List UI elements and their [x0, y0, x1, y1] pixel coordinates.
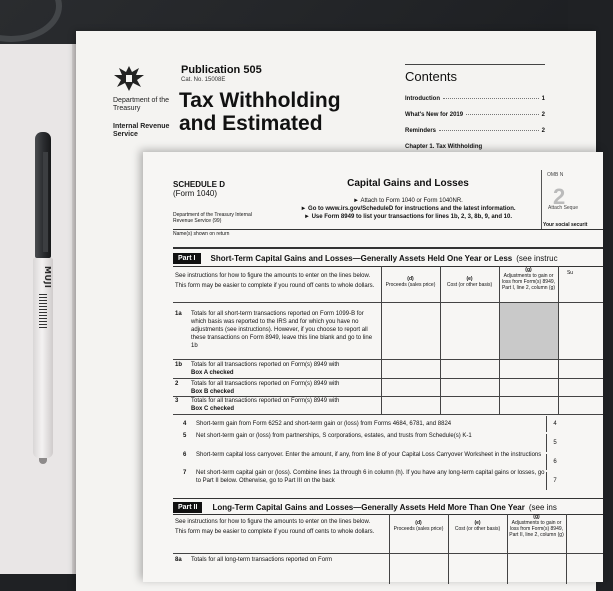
toc-entry: Introduction 1	[405, 96, 545, 102]
line-4: 4 Short-term gain from Form 6252 and short-term gain or (loss) from Forms 4684, 6781, and 8824	[183, 421, 452, 427]
part-1-badge: Part I	[173, 253, 201, 264]
part-1-header	[173, 252, 613, 264]
line-7-box: 7	[546, 472, 563, 490]
p2-col-g-header: (g) Adjustments to gain or loss from Form(s) 8949, Part II, line 2, column (g)	[509, 514, 564, 538]
line-6: 6 Short-term capital loss carryover. Enter the amount, if any, from line 8 of your Capital Loss Carryover Worksheet in the instructions	[183, 452, 542, 458]
p2-col-h-divider	[566, 514, 567, 584]
part-1-title: Short-Term Capital Gains and Losses—Generally Assets Held One Year or Less	[210, 253, 513, 263]
p2-col-g-divider	[507, 514, 508, 584]
table-of-contents	[405, 91, 545, 155]
tax-year: 2	[553, 184, 566, 209]
attachment-sequence: Attach Seque	[548, 205, 579, 211]
schedule-form: (Form 1040)	[173, 189, 218, 198]
part-2-note: (see ins	[528, 502, 557, 512]
toc-entry: Chapter 1. Tax Withholding	[405, 144, 483, 150]
name-shown-label: Name(s) shown on return	[173, 231, 230, 237]
schedule-id	[173, 180, 253, 198]
part-1-note: (see instruc	[516, 253, 558, 263]
omb-box	[541, 170, 604, 230]
toc-entry: Reminders 2	[405, 128, 545, 134]
pen-cap	[35, 132, 51, 258]
line-2: 2 Totals for all transactions reported on Form(s) 8949 with Box B checked	[175, 381, 340, 395]
p2-col-e-header: (e) Cost (or other basis)	[454, 520, 501, 532]
department-label: Department of the Treasury	[113, 97, 170, 112]
schedule-d-form	[143, 152, 603, 582]
line-7: 7 Net short-term capital gain or (loss). Combine lines 1a through 6 in column (h). If you have any long-term capital gains or losses, go to Part II below. Otherwise, go to Part III on the back	[183, 470, 545, 484]
catalog-number: Cat. No. 15008E	[181, 77, 226, 83]
omb-label: OMB N	[547, 172, 564, 178]
col-e-divider	[440, 266, 441, 414]
part-2-badge: Part II	[173, 502, 202, 513]
col-g-header: (g) Adjustments to gain or loss from Form(s) 8949, Part I, line 2, column (g)	[501, 267, 556, 291]
schedule-name: SCHEDULE D	[173, 180, 226, 189]
p2-col-d-divider	[389, 514, 390, 584]
col-h-header: Su	[566, 270, 574, 276]
contents-heading: Contents	[405, 69, 458, 84]
schedule-department: Department of the Treasury Internal Revenue Service (99)	[173, 212, 252, 224]
table-rule	[173, 378, 603, 379]
gel-pen	[32, 132, 54, 462]
shaded-cell	[500, 303, 558, 359]
line-3: 3 Totals for all transactions reported on Form(s) 8949 with Box C checked	[175, 398, 340, 412]
line-5: 5 Net short-term gain or (loss) from partnerships, S corporations, estates, and trusts from Schedule(s) K-1	[183, 433, 472, 439]
part-2-header	[173, 501, 613, 513]
irs-eagle-logo-icon	[112, 63, 146, 93]
col-d-divider	[381, 266, 382, 414]
col-e-header: (e) Cost (or other basis)	[446, 276, 493, 288]
table-rule	[173, 359, 603, 360]
pen-brand-label: MUJI	[43, 266, 52, 289]
schedule-title: Capital Gains and Losses	[347, 178, 469, 189]
part-2-title: Long-Term Capital Gains and Losses—Generally Assets Held More Than One Year	[212, 502, 525, 512]
part-2-top-rule	[173, 498, 603, 499]
line-8a: 8a Totals for all long-term transactions reported on Form	[175, 557, 333, 563]
part-1-instructions: See instructions for how to figure the amounts to enter on the lines below. This form may be easier to complete if you round off cents to whole dollars.	[175, 273, 375, 289]
table-rule	[173, 414, 603, 415]
pen-barrel	[33, 258, 53, 458]
table-rule	[173, 553, 603, 554]
col-h-divider	[558, 266, 559, 414]
p2-col-d-header: (d) Proceeds (sales price)	[393, 520, 444, 532]
pen-barcode	[39, 292, 47, 328]
ssn-label: Your social securit	[543, 222, 588, 228]
header-rule	[173, 229, 603, 230]
line-4-box: 4	[546, 416, 563, 432]
contents-rule	[405, 64, 545, 65]
line-1b: 1b Totals for all transactions reported on Form(s) 8949 with Box A checked	[175, 362, 340, 376]
agency-label: Internal Revenue Service	[113, 123, 170, 138]
publication-number: Publication 505	[181, 64, 262, 76]
name-rule	[173, 247, 603, 249]
pen-clip	[43, 152, 48, 252]
publication-title: Tax Withholding and Estimated	[179, 89, 341, 135]
toc-entry: What's New for 2019 2	[405, 112, 545, 118]
p2-col-e-divider	[448, 514, 449, 584]
part-2-instructions: See instructions for how to figure the amounts to enter on the lines below. This form may be easier to complete if you round off cents to whole dollars.	[175, 519, 375, 535]
line-6-box: 6	[546, 454, 563, 470]
line-1a: 1a Totals for all short-term transactions reported on Form 1099-B for which basis was reported to the IRS and for which you have no adjustments (see instructions). However, if you choose to report all these transactions on Form 8949, leave this line blank and go to line 1b	[175, 311, 373, 349]
col-d-header: (d) Proceeds (sales price)	[385, 276, 436, 288]
schedule-instructions: ► Attach to Form 1040 or Form 1040NR. ► Go to www.irs.gov/ScheduleD for instructions and the latest information. ► Use Form 8949 to list your transactions for lines 1b, 2, 3, 8b, 9, and 10.	[300, 198, 516, 220]
line-5-box: 5	[546, 434, 563, 452]
